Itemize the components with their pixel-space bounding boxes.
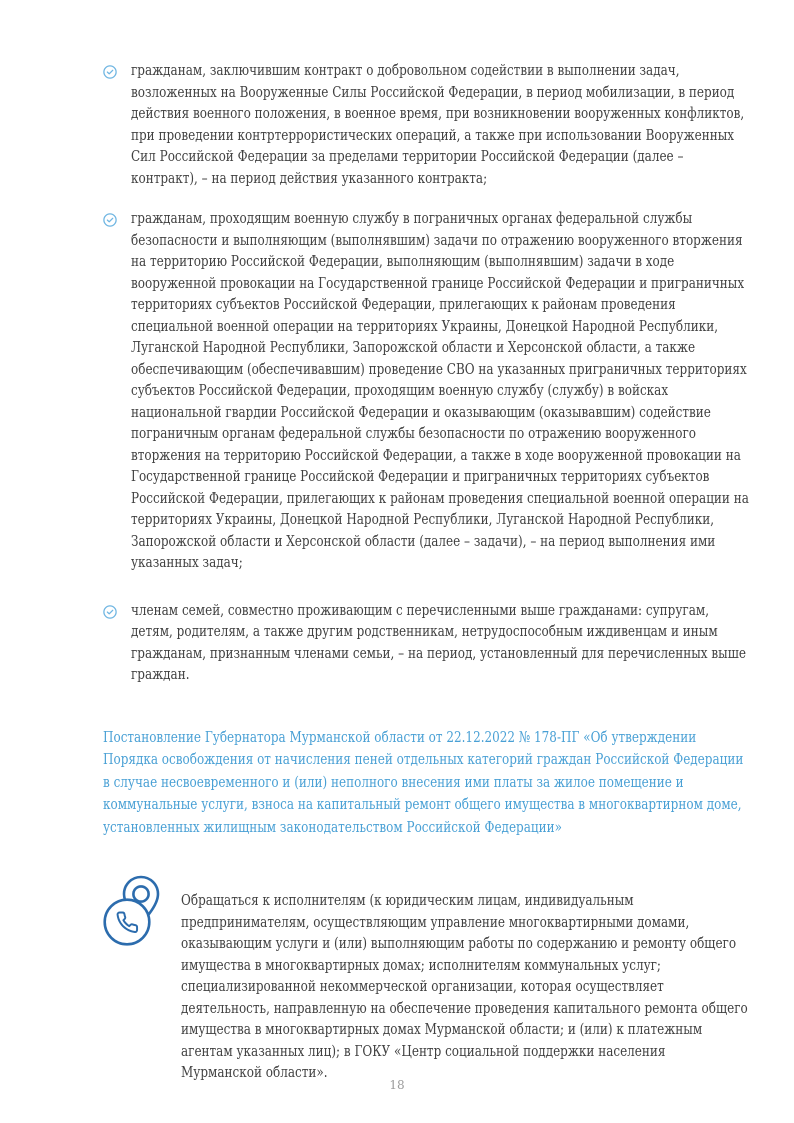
contact-block: [103, 875, 749, 1084]
contact-text-wrap: [181, 875, 749, 1084]
list-item-text: членам семей, совместно проживающим с перечисленными выше гражданами: супругам, детям, родителям, а также другим родственникам, нетрудоспособным иждивенцам и иным гражданам, признанным членами семьи, – на период, установленный для перечисленных выше граждан.: [131, 600, 746, 683]
check-circle-icon: [103, 64, 117, 78]
list-item-text: гражданам, заключившим контракт о добровольном содействии в выполнении задач, возложенных на Вооруженные Силы Российской Федерации, в период мобилизации, в период действия военного положения, в военное время, при возникновении вооруженных конфликтов, при проведении контртеррористических операций, а также при использовании Вооруженных Сил Российской Федерации за пределами территории Российской Федерации (далее – контракт), – на период действия указанного контракта;: [131, 61, 745, 187]
check-circle-icon: [103, 212, 117, 226]
page-number: 18: [389, 1078, 405, 1092]
phone-location-icon: [103, 875, 173, 947]
check-circle-icon: [103, 604, 117, 618]
list-item: [103, 600, 749, 686]
page-content: [103, 60, 749, 1084]
list-item-text: гражданам, проходящим военную службу в пограничных органах федеральной службы безопасности и выполняющим (выполнявшим) задачи по отражению вооруженного вторжения на территорию Российской Федерации, выполняющим (выполнявшим) задачи в ходе вооруженной провокации на Государственной границе Российской Федерации и приграничных территориях субъектов Российской Федерации, прилегающих к районам проведения специальной военной операции на территориях Украины, Донецкой Народной Республики, Луганской Народной Республики, Запорожской области и Херсонской области, а также обеспечивающим (обеспечивавшим) проведение СВО на указанных приграничных территориях субъектов Российской Федерации, проходящим военную службу (службу) в войсках национальной гвардии Российской Федерации и оказывающим (оказывавшим) содействие пограничным органам федеральной службы безопасности по отражению вооруженного вторжения на территорию Российской Федерации, а также в ходе вооруженной провокации на Государственной границе Российской Федерации и приграничных территориях субъектов Российской Федерации, прилегающих к районам проведения специальной военной операции на территориях Украины, Донецкой Народной Республики, Луганской Народной Республики, Запорожской области и Херсонской области (далее – задачи), – на период выполнения ими указанных задач;: [131, 209, 749, 571]
law-heading: [103, 726, 749, 839]
list-item: [103, 208, 749, 574]
list-item: [103, 60, 749, 189]
contact-text: Обращаться к исполнителям (к юридическим лицам, индивидуальным предпринимателям, осуществляющим управление многоквартирными домами, оказывающим услуги и (или) выполняющим работы по содержанию и ремонту общего имущества в многоквартирных домах; исполнителям коммунальных услуг; специализированной некоммерческой организации, которая осуществляет деятельность, направленную на обеспечение проведения капитального ремонта общего имущества в многоквартирных домах Мурманской области; и (или) к платежным агентам указанных лиц); в ГОКУ «Центр социальной поддержки населения Мурманской области».: [181, 891, 748, 1082]
law-heading-text: Постановление Губернатора Мурманской области от 22.12.2022 № 178-ПГ «Об утверждении Порядка освобождения от начисления пеней отдельных категорий граждан Российской Федерации в случае несвоевременного и (или) неполного внесения ими платы за жилое помещение и коммунальные услуги, взноса на капитальный ремонт общего имущества в многоквартирном доме, установленных жилищным законодательством Российской Федерации»: [103, 727, 744, 836]
